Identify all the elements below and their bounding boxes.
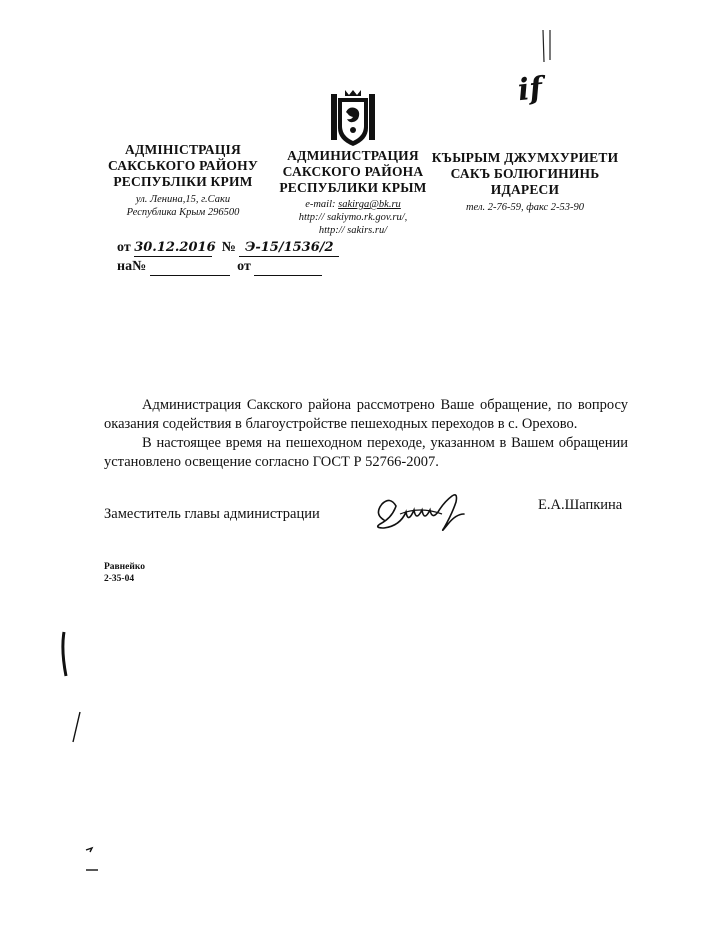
reference-line-outgoing bbox=[117, 240, 339, 257]
body-paragraph-1: Администрация Сакского района рассмотрено Ваше обращение, по вопросу оказания содействия в благоустройстве пешеходных переходов в с. Орехово. bbox=[104, 397, 628, 432]
handwritten-signature bbox=[370, 484, 480, 536]
left-header-address-2: Республика Крым 296500 bbox=[126, 207, 240, 218]
center-header-site-1[interactable]: http:// sakiymo.rk.gov.ru/, bbox=[298, 212, 408, 223]
email-link[interactable]: sakirga@bk.ru bbox=[338, 199, 401, 210]
left-header-line-3: РЕСПУБЛІКИ КРИМ bbox=[113, 174, 253, 189]
right-header-phones: тел. 2-76-59, факс 2-53-90 bbox=[465, 202, 585, 213]
left-header-line-2: САКСЬКОГО РАЙОНУ bbox=[108, 158, 258, 173]
number-field bbox=[239, 240, 339, 257]
reference-line-incoming bbox=[117, 259, 322, 276]
center-header-site-2[interactable]: http:// sakirs.ru/ bbox=[318, 225, 388, 236]
right-header-block bbox=[430, 150, 620, 214]
reply-number-label: на№ bbox=[117, 259, 147, 274]
center-header-email bbox=[278, 198, 428, 211]
right-header-line-3: ИДАРЕСИ bbox=[490, 182, 560, 197]
right-header-line-1: КЪЫРЫМ ДЖУМХУРИЕТИ bbox=[431, 150, 619, 165]
handwritten-mark: if bbox=[516, 70, 545, 109]
date-field bbox=[134, 240, 216, 257]
date-handwritten: 30.12.2016 bbox=[134, 240, 216, 255]
center-header-block bbox=[278, 148, 428, 237]
body-paragraph-2: В настоящее время на пешеходном переходе, указанном в Вашем обращении установлено освещение согласно ГОСТ Р 52766-2007. bbox=[104, 435, 628, 470]
reply-date-field bbox=[254, 259, 322, 276]
scan-mark-left-tick bbox=[86, 848, 92, 852]
email-label: e-mail: bbox=[305, 199, 336, 210]
left-header-address-1: ул. Ленина,15, г.Саки bbox=[135, 194, 231, 205]
center-header-line-1: АДМИНИСТРАЦИЯ bbox=[287, 148, 419, 163]
from-label: от bbox=[117, 240, 131, 255]
signatory-position: Заместитель главы администрации bbox=[104, 506, 320, 522]
scan-mark-left-slash bbox=[73, 712, 80, 742]
reply-number-field bbox=[150, 259, 230, 276]
number-label: № bbox=[221, 240, 236, 255]
letter-body bbox=[104, 396, 628, 472]
executor-phone: 2-35-04 bbox=[104, 574, 135, 584]
number-handwritten: Э-15/1536/2 bbox=[245, 240, 334, 255]
executor-block bbox=[104, 561, 145, 585]
scan-mark-left-bracket bbox=[63, 632, 66, 676]
left-header-block bbox=[108, 142, 258, 219]
scan-mark-top-right bbox=[543, 30, 544, 62]
center-header-line-2: САКСКОГО РАЙОНА bbox=[282, 164, 424, 179]
reply-from-label: от bbox=[237, 259, 251, 274]
left-header-line-1: АДМІНІСТРАЦІЯ bbox=[125, 142, 241, 157]
right-header-line-2: САКЪ БОЛЮГИНИНЬ bbox=[450, 166, 600, 181]
coat-of-arms-emblem bbox=[329, 88, 377, 150]
signatory-name: Е.А.Шапкина bbox=[538, 497, 623, 513]
executor-name: Равнейко bbox=[104, 562, 145, 572]
center-header-line-3: РЕСПУБЛИКИ КРЫМ bbox=[279, 180, 427, 195]
